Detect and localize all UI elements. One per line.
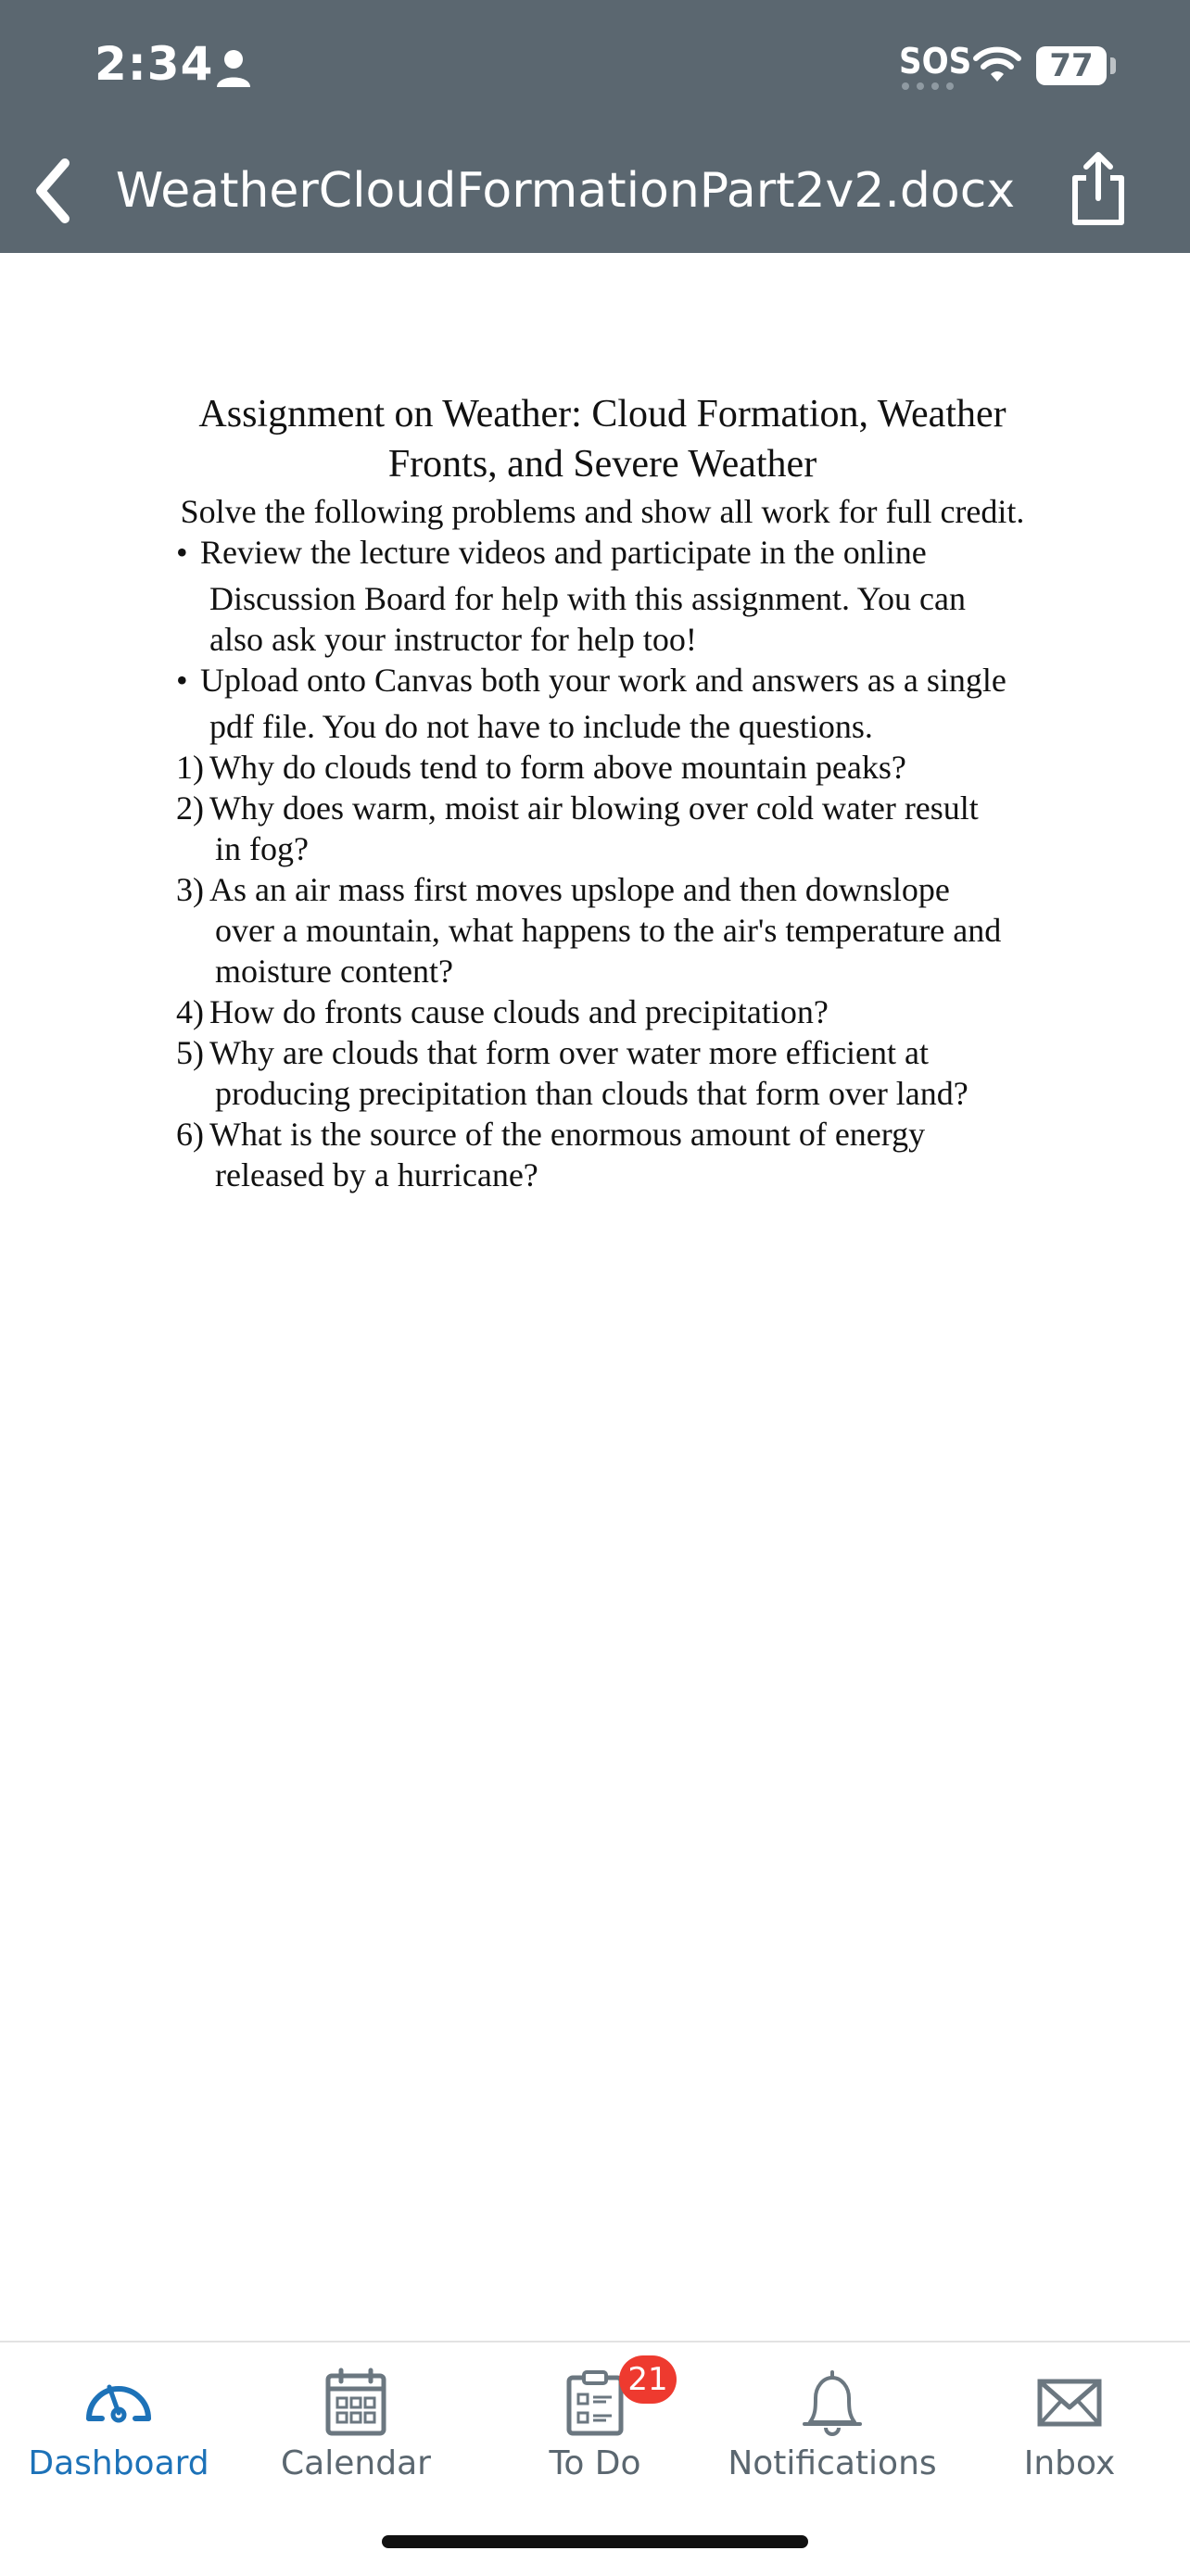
tab-label: Calendar xyxy=(281,2444,431,2482)
signal-dots-icon xyxy=(901,82,958,91)
dashboard-gauge-icon xyxy=(82,2367,156,2437)
sos-indicator: SOS xyxy=(899,41,972,82)
document-title: WeatherCloudFormationPart2v2.docx xyxy=(115,163,1016,219)
question-item xyxy=(148,1032,1057,1114)
question-line: As an air mass first moves upslope and then downslope xyxy=(209,871,950,908)
top-bar xyxy=(0,0,1190,253)
document-content xyxy=(148,389,1057,1195)
tab-label: Notifications xyxy=(728,2444,937,2482)
question-line: Why do clouds tend to form above mountain peaks? xyxy=(209,749,906,786)
document-heading xyxy=(148,389,1057,489)
bullet-item xyxy=(148,660,1057,747)
question-item xyxy=(148,1114,1057,1195)
share-button[interactable] xyxy=(1066,148,1131,228)
bullet-marker: • xyxy=(176,662,188,699)
question-number: 4) xyxy=(176,993,204,1030)
bullet-line: Review the lecture videos and participate in the online xyxy=(200,534,927,571)
tab-dashboard[interactable] xyxy=(0,2342,237,2500)
tab-label: To Do xyxy=(549,2444,641,2482)
question-line: over a mountain, what happens to the air's temperature and xyxy=(215,912,1002,949)
question-number: 6) xyxy=(176,1116,204,1153)
tab-label: Inbox xyxy=(1023,2444,1116,2482)
bullet-line: Upload onto Canvas both your work and answers as a single xyxy=(200,662,1006,699)
tab-calendar[interactable] xyxy=(237,2342,475,2500)
question-number: 3) xyxy=(176,871,204,908)
question-item xyxy=(148,788,1057,869)
bullet-marker: • xyxy=(176,534,188,571)
wifi-icon xyxy=(973,46,1021,83)
tab-inbox[interactable] xyxy=(951,2342,1188,2500)
tab-label: Dashboard xyxy=(28,2444,209,2482)
question-number: 5) xyxy=(176,1034,204,1071)
question-line: What is the source of the enormous amount of energy xyxy=(209,1116,926,1153)
question-line: in fog? xyxy=(215,830,309,867)
battery-indicator: 77 xyxy=(1036,46,1107,85)
home-indicator[interactable] xyxy=(382,2535,808,2548)
tab-notifications[interactable] xyxy=(714,2342,951,2500)
chevron-left-icon xyxy=(24,154,80,228)
question-line: moisture content? xyxy=(215,953,453,990)
question-number: 1) xyxy=(176,749,204,786)
bullet-line: Discussion Board for help with this assignment. You can xyxy=(209,580,966,617)
question-line: How do fronts cause clouds and precipitation? xyxy=(209,993,829,1030)
bullet-line: pdf file. You do not have to include the questions. xyxy=(209,708,873,745)
question-item xyxy=(148,747,1057,788)
bullet-item xyxy=(148,532,1057,660)
question-line: Why are clouds that form over water more efficient at xyxy=(209,1034,930,1071)
instructions-text: Solve the following problems and show all work for full credit. xyxy=(180,493,1025,530)
status-time: 2:34 xyxy=(95,37,214,91)
back-button[interactable] xyxy=(24,154,80,228)
person-icon xyxy=(215,48,252,89)
bell-icon xyxy=(795,2367,869,2437)
question-line: producing precipitation than clouds that form over land? xyxy=(215,1075,968,1112)
todo-count-badge: 21 xyxy=(619,2355,677,2404)
tab-todo[interactable] xyxy=(476,2342,714,2500)
heading-line: Assignment on Weather: Cloud Formation, Weather xyxy=(198,393,1006,436)
bullet-line: also ask your instructor for help too! xyxy=(209,621,697,658)
calendar-icon xyxy=(319,2367,393,2437)
question-item xyxy=(148,869,1057,991)
envelope-icon xyxy=(1032,2367,1107,2437)
question-number: 2) xyxy=(176,789,204,827)
battery-nub xyxy=(1110,57,1116,74)
heading-line: Fronts, and Severe Weather xyxy=(387,443,817,486)
question-line: Why does warm, moist air blowing over cold water result xyxy=(209,789,979,827)
question-item xyxy=(148,991,1057,1032)
question-line: released by a hurricane? xyxy=(215,1156,538,1193)
share-icon xyxy=(1066,148,1131,228)
